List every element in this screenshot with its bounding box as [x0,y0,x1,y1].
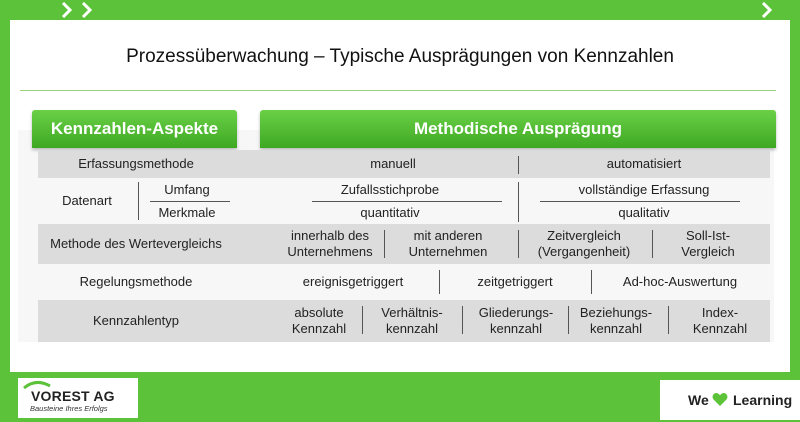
column-divider [591,270,592,294]
row-divider [312,201,502,202]
value-cell: Soll-Ist-Vergleich [681,228,735,259]
heart-icon [712,392,728,407]
slogan-learning: Learning [733,392,793,408]
value-cell: Zufallsstichprobe [340,182,440,197]
row-label: Regelungsmethode [79,274,193,289]
column-divider [384,230,385,258]
value-cell: Ad-hoc-Auswertung [622,274,738,289]
value-cell: mit anderen Unternehmen [408,228,488,259]
value-cell: Zeitvergleich (Vergangenheit) [537,228,631,259]
row-divider [150,201,230,202]
value-cell: manuell [370,156,416,171]
value-cell: zeitgetriggert [477,274,553,289]
chevron-right-icon [80,2,96,18]
right-column-header-label: Methodische Ausprägung [413,119,623,138]
value-cell: Verhältnis-kennzahl [381,305,443,336]
value-cell: innerhalb des Unternehmens [287,228,373,259]
row-label: Kennzahlentyp [92,313,179,328]
column-divider [439,270,440,294]
column-divider [668,306,669,334]
chevron-right-icon [760,2,776,18]
value-cell: qualitativ [618,205,670,220]
sub-label-umfang: Umfang [164,182,210,197]
column-divider [518,182,519,222]
value-cell: ereignisgetriggert [302,274,404,289]
value-cell: vollständige Erfassung [578,182,710,197]
column-divider [362,306,363,334]
row-label: Datenart [62,193,112,208]
left-column-header-label: Kennzahlen-Aspekte [50,119,219,138]
value-cell: automatisiert [606,156,682,171]
row-label: Methode des Wertevergleichs [50,236,222,251]
sub-label-merkmale: Merkmale [158,205,216,220]
chevron-right-icon [60,2,76,18]
value-cell: Index-Kennzahl [692,305,748,336]
logo-name: VOREST AG [31,388,115,404]
title-divider [20,90,776,91]
value-cell: Gliederungs-kennzahl [478,305,554,336]
row-label: Erfassungsmethode [78,156,194,171]
column-divider [518,230,519,258]
value-cell: quantitativ [360,205,420,220]
row-divider [540,201,740,202]
top-bar [0,0,800,20]
left-column-header [32,110,237,148]
column-divider [462,306,463,334]
slogan-we: We [688,392,709,408]
column-divider [652,230,653,258]
logo-tagline: Bausteine Ihres Erfolgs [30,404,108,413]
value-cell: Beziehungs-kennzahl [579,305,653,336]
slide-title: Prozessüberwachung – Typische Ausprägungen von Kennzahlen [126,46,674,67]
column-divider [138,182,139,220]
column-divider [568,306,569,334]
right-column-header [260,110,776,148]
value-cell: absolute Kennzahl [291,305,347,336]
